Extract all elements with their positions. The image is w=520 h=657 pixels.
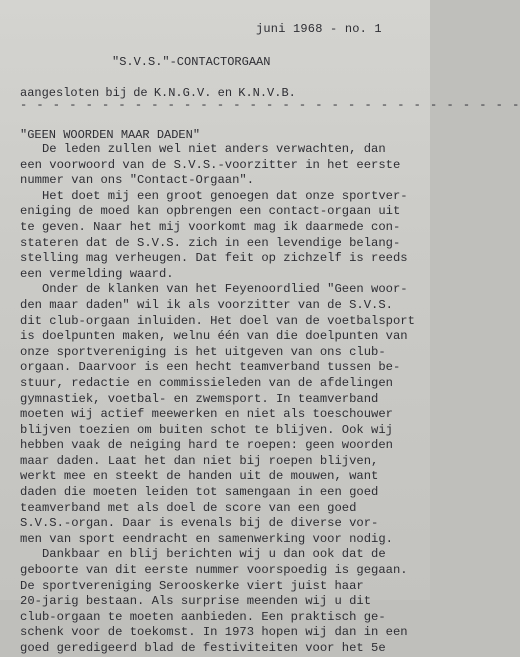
body-line: goed geredigeerd blad de festiviteiten voor het 5e (20, 641, 386, 655)
body-line: De sportvereniging Serooskerke viert juist haar (20, 578, 364, 593)
body-line: een voorwoord van de S.V.S.-voorzitter in het eerste (20, 157, 401, 172)
body-line: is doelpunten maken, welnu één van die doelpunten van (20, 329, 408, 344)
body-line: te geven. Naar het mij voorkomt mag ik daarmede con- (20, 219, 401, 234)
body-line: dit club-orgaan inluiden. Het doel van de voetbalsport (20, 313, 415, 328)
body-line: stuur, redactie en commissieleden van de afdelingen (20, 375, 393, 390)
body-line: men van sport eendracht en samenwerking voor nodig. (20, 531, 393, 546)
dashed-divider: - - - - - - - - - - - - - - - - - - - - - - - - - - - - - - - (20, 98, 520, 112)
body-line: stelling mag verheugen. Dat feit op zichzelf is reeds (20, 251, 408, 266)
body-line: De leden zullen wel niet anders verwachten, dan (20, 142, 386, 156)
body-line: stateren dat de S.V.S. zich in een levendige belang- (20, 235, 401, 250)
body-line: orgaan. Daarvoor is een hecht teamverband tussen be- (20, 360, 401, 375)
article-body (20, 142, 430, 657)
body-line: gymnastiek, voetbal- en zwemsport. In teamverband (20, 391, 379, 406)
body-line: geboorte van dit eerste nummer voorspoedig is gegaan. (20, 563, 408, 578)
body-line: schenk voor de toekomst. In 1973 hopen wij dan in een (20, 625, 408, 640)
affiliation-line: aangesloten bij de K.N.G.V. en K.N.V.B. (20, 86, 296, 100)
issue-date: juni 1968 - no. 1 (256, 22, 382, 36)
body-line: een vermelding waard. (20, 266, 174, 281)
body-line: nummer van ons "Contact-Orgaan". (20, 173, 255, 188)
body-line: S.V.S.-organ. Daar is evenals bij de diverse vor- (20, 516, 379, 531)
body-line: werkt mee en steekt de handen uit de mouwen, want (20, 469, 379, 484)
body-line: hebben vaak de neiging hard te roepen: geen woorden (20, 438, 393, 453)
body-line: onze sportvereniging is het uitgeven van ons club- (20, 344, 386, 359)
body-line: maar daden. Laat het dan niet bij roepen blijven, (20, 453, 379, 468)
body-line: blijven toezien om buiten schot te blijven. Ook wij (20, 422, 393, 437)
body-line: eniging de moed kan opbrengen een contact-orgaan uit (20, 204, 401, 219)
document-title: "S.V.S."-CONTACTORGAAN (112, 55, 271, 69)
body-line: teamverband met als doel de score van een goed (20, 500, 357, 515)
body-line: moeten wij actief meewerken en niet als toeschouwer (20, 407, 393, 422)
body-line: Dankbaar en blij berichten wij u dan ook dat de (20, 547, 386, 562)
body-line: 20-jarig bestaan. Als surprise meenden wij u dit (20, 594, 372, 609)
article-headline: "GEEN WOORDEN MAAR DADEN" (20, 128, 201, 142)
body-line: den maar daden" wil ik als voorzitter van de S.V.S. (20, 297, 393, 312)
body-line: Het doet mij een groot genoegen dat onze sportver- (20, 188, 408, 203)
body-line: Onder de klanken van het Feyenoordlied "Geen woor- (20, 282, 408, 297)
body-line: daden die moeten leiden tot samengaan in een goed (20, 485, 379, 500)
body-line: club-orgaan te moeten aanbieden. Een praktisch ge- (20, 609, 386, 624)
